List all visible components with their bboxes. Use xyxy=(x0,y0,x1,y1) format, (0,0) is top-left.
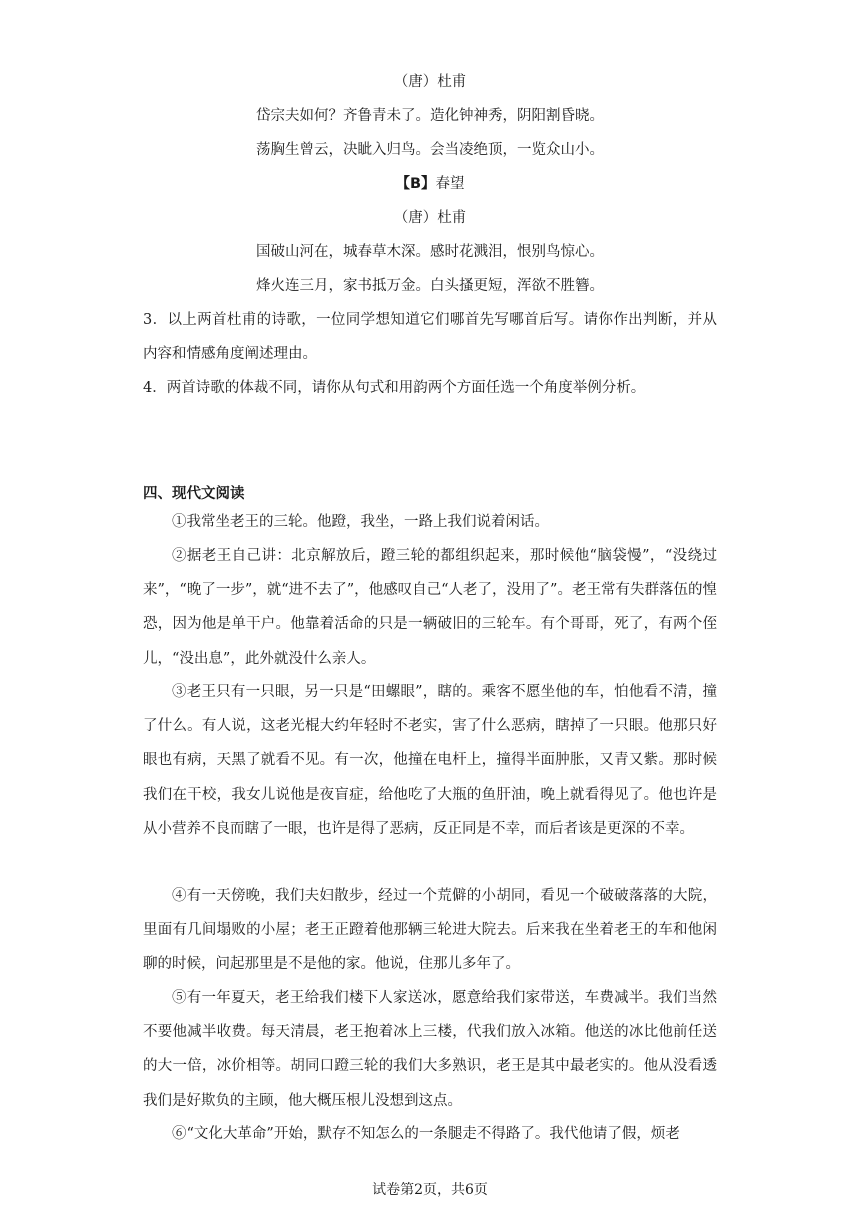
poem-b-line-2: 烽火连三月，家书抵万金。白头搔更短，浑欲不胜簪。 xyxy=(256,278,604,294)
paragraph-5: ⑤有一年夏天，老王给我们楼下人家送冰，愿意给我们家带送，车费减半。我们当然不要他减半收费。每天清晨，老王抱着冰上三楼，代我们放入冰箱。他送的冰比他前任送的大一倍，冰价相等。胡同口蹬三轮的我们大多熟识，老王是其中最老实的。他从没看透我们是好欺负的主顾，他大概压根儿没想到这点。 xyxy=(143,990,717,1109)
question-3: 3．以上两首杜甫的诗歌，一位同学想知道它们哪首先写哪首后写。请你作出判断，并从内容和情感角度阐述理由。 xyxy=(143,312,717,363)
poem-a-line-1: 岱宗夫如何？齐鲁青未了。造化钟神秀，阴阳割昏晓。 xyxy=(256,108,604,124)
poem-b-title: 春望 xyxy=(435,176,465,192)
paragraph-4: ④有一天傍晚，我们夫妇散步，经过一个荒僻的小胡同，看见一个破破落落的大院，里面有几间塌败的小屋；老王正蹬着他那辆三轮进大院去。后来我在坐着老王的车和他闲聊的时候，问起那里是不是他的家。他说，住那儿多年了。 xyxy=(143,888,717,973)
question-4: 4．两首诗歌的体裁不同，请你从句式和用韵两个方面任选一个角度举例分析。 xyxy=(143,380,646,396)
paragraph-3: ③老王只有一只眼，另一只是“田螺眼”，瞎的。乘客不愿坐他的车，怕他看不清，撞了什么。有人说，这老光棍大约年轻时不老实，害了什么恶病，瞎掉了一只眼。他那只好眼也有病，天黑了就看不见。有一次，他撞在电杆上，撞得半面肿胀，又青又紫。那时候我们在干校，我女儿说他是夜盲症，给他吃了大瓶的鱼肝油，晚上就看得见了。他也许是从小营养不良而瞎了一眼，也许是得了恶病，反正同是不幸，而后者该是更深的不幸。 xyxy=(143,684,717,837)
poem-b-title-line xyxy=(0,174,860,194)
paragraph-1: ①我常坐老王的三轮。他蹬，我坐，一路上我们说着闲话。 xyxy=(172,514,549,530)
page-footer: 试卷第2页，共6页 xyxy=(372,1182,488,1198)
poem-b-line-1: 国破山河在，城春草木深。感时花溅泪，恨别鸟惊心。 xyxy=(256,244,604,260)
paragraph-2: ②据老王自己讲：北京解放后，蹬三轮的都组织起来，那时候他“脑袋慢”，“没绕过来”，“晚了一步”，就“进不去了”，他感叹自己“人老了，没用了”。老王常有失群落伍的惶恐，因为他是单干户。他靠着活命的只是一辆破旧的三轮车。有个哥哥，死了，有两个侄儿，“没出息”，此外就没什么亲人。 xyxy=(143,548,717,667)
poem-b-label: 【B】 xyxy=(395,176,436,192)
poem-a-line-2: 荡胸生曾云，决眦入归鸟。会当凌绝顶，一览众山小。 xyxy=(256,142,604,158)
poem-b-author: （唐）杜甫 xyxy=(393,210,467,226)
poem-a-author: （唐）杜甫 xyxy=(393,74,467,90)
paragraph-6: ⑥“文化大革命”开始，默存不知怎么的一条腿走不得路了。我代他请了假，烦老 xyxy=(172,1126,680,1142)
section-heading: 四、现代文阅读 xyxy=(143,486,245,502)
